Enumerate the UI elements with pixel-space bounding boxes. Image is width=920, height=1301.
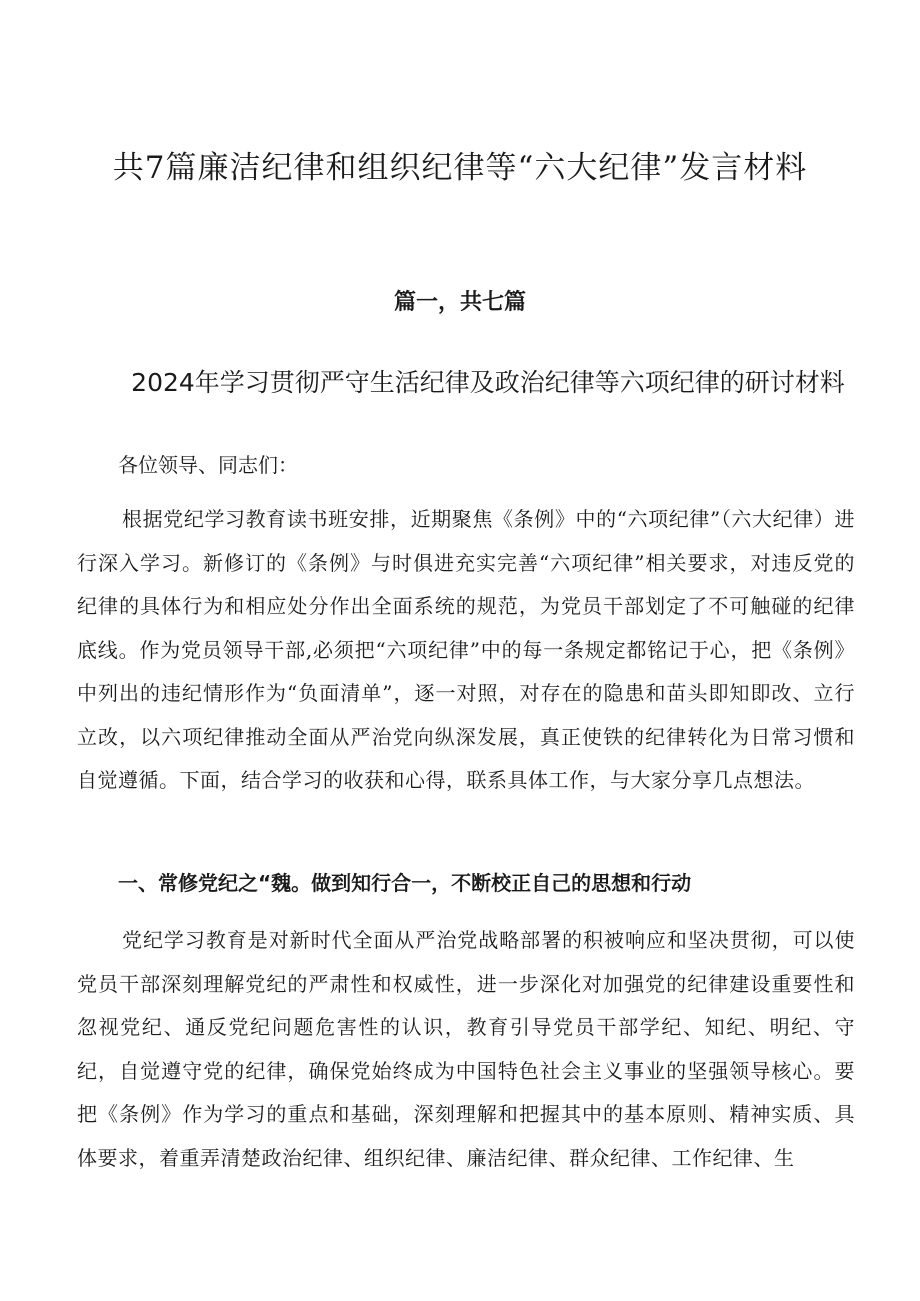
article-title: 2024年学习贯彻严守生活纪律及政治纪律等六项纪律的研讨材料 [131, 367, 845, 397]
section-heading: 一、常修党纪之“魏。做到知行合一，不断校正自己的思想和行动 [118, 871, 692, 895]
body-paragraph: 根据党纪学习教育读书班安排，近期聚焦《条例》中的“六项纪律”（六大纪律）进行深入学习。新修订的《条例》与时俱进充实完善“六项纪律”相关要求，对违反党的纪律的具体行为和相应处分作出全面系统的规范，为党员干部划定了不可触碰的纪律底线。作为党员领导干部,必须把“六项纪律”中的每一条规定都铭记于心，把《条例》中列出的违纪情形作为“负面清单”，逐一对照，对存在的隐患和苗头即知即改、立行立改，以六项纪律推动全面从严治党向纵深发展，真正使铁的纪律转化为日常习惯和自觉遵循。下面，结合学习的收获和心得，联系具体工作，与大家分享几点想法。 [77, 507, 855, 792]
body-paragraph: 党纪学习教育是对新时代全面从严治党战略部署的积被响应和坚决贯彻，可以使党员干部深刻理解党纪的严肃性和权威性，进一步深化对加强党的纪律建设重要性和忽视党纪、通反党纪问题危害性的认识，教育引导党员干部学纪、知纪、明纪、守纪，自觉遵守党的纪律，确保党始终成为中国特色社会主义事业的坚强领导核心。要把《条例》作为学习的重点和基础，深刻理解和把握其中的基本原则、精神实质、具体要求，着重弄清楚政治纪律、组织纪律、廉洁纪律、群众纪律、工作纪律、生 [77, 928, 855, 1170]
greeting: 各位领导、同志们： [118, 453, 298, 477]
section-label: 篇一，共七篇 [393, 289, 526, 315]
document-title: 共7篇廉洁纪律和组织纪律等“六大纪律”发言材料 [112, 149, 808, 186]
